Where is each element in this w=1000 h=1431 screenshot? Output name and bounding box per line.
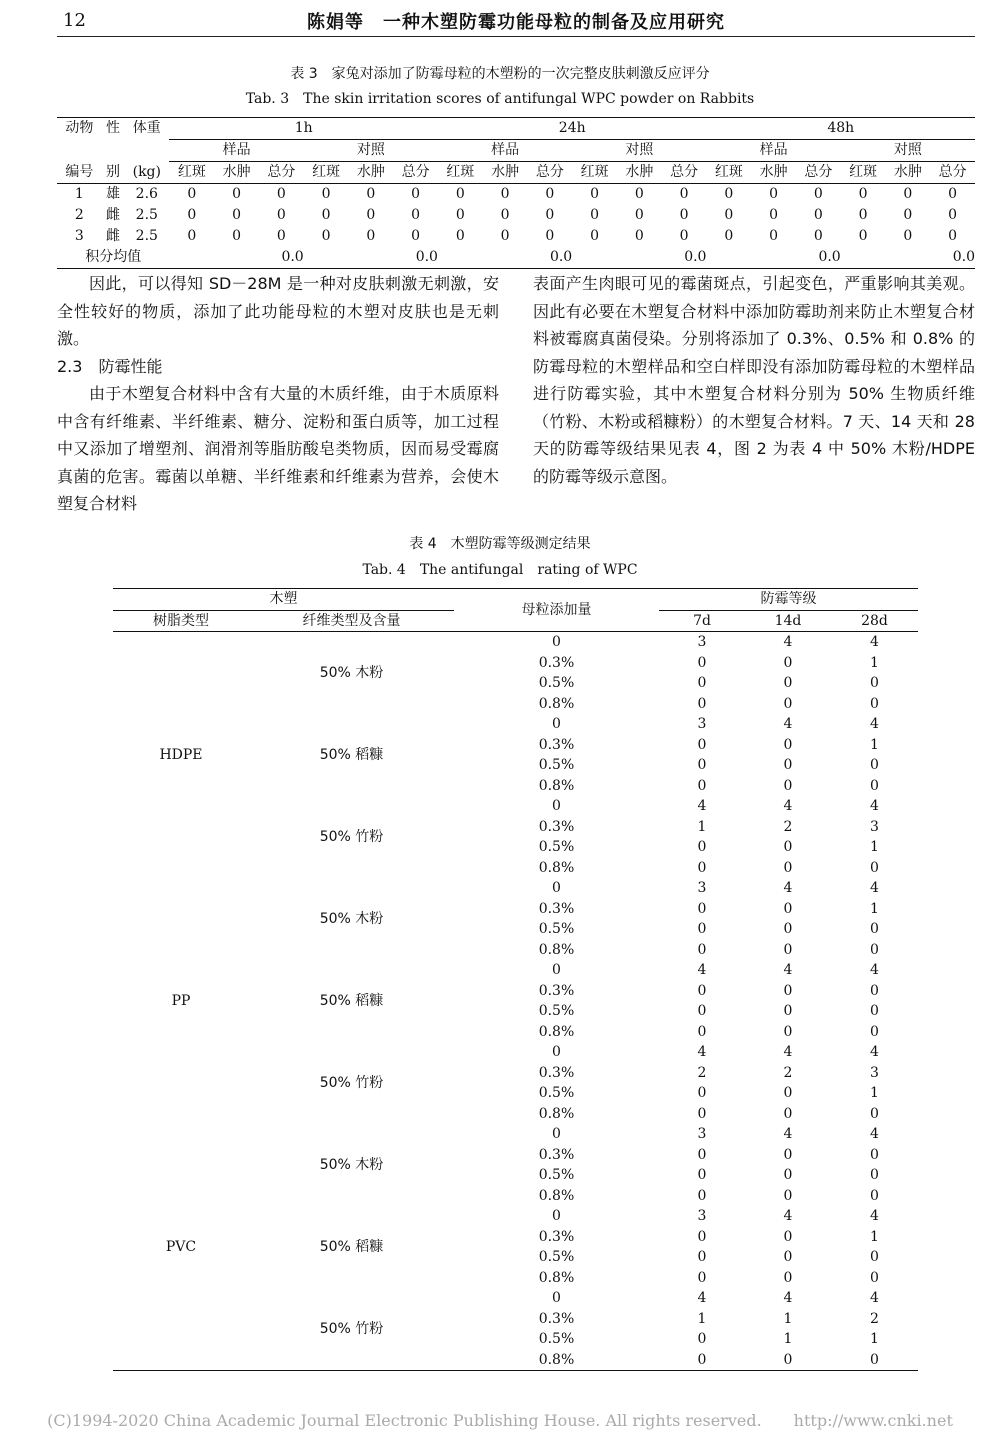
t4-grade: 0 — [870, 982, 879, 999]
t3-score: 0 — [187, 207, 197, 223]
t4-header-fiber: 纤维类型及含量 — [249, 610, 454, 632]
t4-grade: 3 — [870, 1064, 879, 1081]
t4-grade: 0 — [783, 941, 793, 958]
t4-grade: 4 — [870, 716, 879, 732]
t4-grade: 4 — [870, 1126, 879, 1142]
t4-grade: 1 — [870, 1085, 879, 1101]
t3-header-animal-no: 编号 — [57, 162, 102, 184]
t4-dose: 0.8% — [454, 1350, 659, 1371]
t4-grade: 0 — [870, 1003, 879, 1019]
t3-score: 0 — [500, 186, 510, 202]
t4-fiber: 50% 木粉 — [319, 664, 384, 681]
t4-grade: 0 — [870, 777, 879, 794]
t4-dose: 0.5% — [538, 1085, 575, 1101]
t3-score: 0 — [187, 186, 197, 202]
t3-header-sex: 性 — [102, 118, 124, 140]
t4-header-day: 7d — [659, 610, 745, 632]
t4-dose: 0 — [552, 798, 561, 814]
t4-grade: 0 — [697, 1269, 707, 1286]
t3-score: 0 — [724, 207, 734, 223]
t3-score: 0 — [634, 207, 644, 223]
t4-grade: 0 — [783, 654, 793, 671]
t4-header-day: 14d — [745, 610, 831, 632]
t4-grade: 0 — [697, 1003, 707, 1019]
t4-grade: 0 — [697, 941, 707, 958]
t4-data-row — [113, 632, 918, 653]
left-column — [57, 270, 499, 518]
t4-grade: 1 — [783, 1310, 793, 1327]
t3-score: 0 — [411, 207, 421, 223]
right-paragraph: 表面产生肉眼可见的霉菌斑点，引起变色，严重影响其美观。因此有必要在木塑复合材料中添加防霉助剂来防止木塑复合材料被霉腐真菌侵染。分别将添加了 0.3%、0.5% 和 0.8% 的防霉母粒的木塑样品和空白样即没有添加防霉母粒的木塑样品进行防霉实验，其中木塑复合材料分别为 50% 生物质纤维（竹粉、木粉或稻糠粉）的木塑复合材料。7 天、14 天和 28 天的防霉等级结果见表 4，图 2 为表 4 中 50% 木粉/HDPE 的防霉等级示意图。 — [533, 274, 975, 486]
t3-header-sub: 水肿 — [348, 162, 393, 184]
t4-grade: 0 — [783, 859, 793, 876]
t4-grade: 2 — [783, 1064, 793, 1081]
t3-header-sub: 水肿 — [885, 162, 930, 184]
t4-grade: 0 — [697, 1331, 707, 1347]
t3-header-sub: 红斑 — [438, 162, 483, 184]
table3-caption-cn: 表 3 家兔对添加了防霉母粒的木塑粉的一次完整皮肤刺激反应评分 — [290, 66, 710, 82]
t3-header-sub: 红斑 — [841, 162, 886, 184]
t3-score: 0 — [366, 228, 376, 244]
t4-resin: PP — [171, 992, 191, 1009]
t4-grade: 1 — [697, 1310, 707, 1327]
t4-dose: 0 — [552, 1126, 561, 1142]
t4-fiber: 50% 竹粉 — [319, 1074, 384, 1091]
t3-score: 0 — [679, 186, 689, 202]
t4-grade: 4 — [783, 962, 793, 978]
t4-grade: 1 — [870, 654, 879, 671]
t3-header-sub: 水肿 — [751, 162, 796, 184]
t4-grade: 0 — [783, 1249, 793, 1265]
left-paragraph-2: 由于木塑复合材料中含有大量的木质纤维，由于木质原料中含有纤维素、半纤维素、糖分、淀粉和蛋白质等，加工过程中又添加了增塑剂、润滑剂等脂肪酸皂类物质，因而易受霉腐真菌的危害。霉菌以单糖、半纤维素和纤维素为营养，会使木塑复合材料 — [57, 384, 499, 513]
t3-header-blank — [124, 140, 169, 162]
t3-header-group: 样品 — [438, 140, 572, 162]
t4-grade: 1 — [783, 1331, 793, 1347]
t4-grade: 0 — [870, 1023, 879, 1040]
page-number: 12 — [63, 10, 86, 31]
t4-dose: 0 — [552, 1290, 561, 1306]
t3-score: 0 — [634, 186, 644, 202]
t4-dose: 0 — [552, 962, 561, 978]
t4-dose: 0.3% — [538, 736, 575, 753]
t4-dose: 0 — [552, 1044, 561, 1060]
t4-grade: 4 — [870, 634, 879, 650]
t4-grade: 0 — [697, 1105, 707, 1122]
t4-dose: 0.8% — [538, 859, 575, 876]
t3-score: 0 — [500, 207, 510, 223]
t3-header-sub: 总分 — [259, 162, 304, 184]
t3-score: 0 — [321, 186, 331, 202]
t4-grade: 0 — [831, 1350, 918, 1371]
right-column — [533, 270, 975, 490]
t3-mean-row — [57, 247, 975, 269]
t4-grade: 0 — [870, 921, 879, 937]
t3-score: 0 — [276, 228, 286, 244]
t3-score: 0 — [366, 207, 376, 223]
t3-header-group: 对照 — [572, 140, 706, 162]
t3-header-animal: 动物 — [57, 118, 102, 140]
t3-score: 0 — [545, 186, 555, 202]
t3-score: 0 — [187, 228, 197, 244]
t3-score: 0 — [948, 207, 958, 223]
t4-grade: 0 — [870, 675, 879, 691]
t3-mean-value: 0.0 — [572, 247, 706, 269]
t4-dose: 0.8% — [538, 777, 575, 794]
t4-grade: 0 — [870, 859, 879, 876]
t3-header-sub: 总分 — [393, 162, 438, 184]
t3-score: 0 — [769, 228, 779, 244]
t4-grade: 4 — [697, 798, 707, 814]
t3-score: 0 — [813, 228, 823, 244]
t4-grade: 0 — [697, 1023, 707, 1040]
t4-grade: 0 — [783, 1146, 793, 1163]
t3-score: 0 — [545, 228, 555, 244]
t4-dose: 0.5% — [538, 921, 575, 937]
t3-score: 0 — [366, 186, 376, 202]
t4-fiber: 50% 稻糠 — [319, 992, 384, 1009]
t3-score: 0 — [276, 207, 286, 223]
t3-header-sub: 红斑 — [169, 162, 214, 184]
t4-grade: 4 — [783, 798, 793, 814]
t3-score: 0 — [903, 207, 913, 223]
t4-grade: 0 — [783, 900, 793, 917]
t4-grade: 0 — [697, 1167, 707, 1183]
t4-dose: 0.3% — [538, 818, 575, 835]
t3-score: 0 — [590, 228, 600, 244]
t4-dose: 0.5% — [538, 839, 575, 855]
t4-dose: 0.5% — [538, 1249, 575, 1265]
t3-score: 0 — [679, 228, 689, 244]
t4-grade: 1 — [870, 839, 879, 855]
t4-dose: 0.3% — [538, 1228, 575, 1245]
t4-dose: 0 — [552, 1208, 561, 1224]
t3-score: 0 — [455, 186, 465, 202]
left-paragraph-1: 因此，可以得知 SD－28M 是一种对皮肤刺激无刺激，安全性较好的物质，添加了此功能母粒的木塑对皮肤也是无刺激。 — [57, 274, 499, 348]
t4-grade: 0 — [783, 1228, 793, 1245]
t3-score: 0 — [769, 207, 779, 223]
t4-dose: 0 — [552, 880, 561, 896]
t3-score: 0 — [769, 186, 779, 202]
t4-grade: 0 — [783, 921, 793, 937]
t4-dose: 0.8% — [538, 1269, 575, 1286]
t4-dose: 0.3% — [538, 1310, 575, 1327]
t4-grade: 0 — [783, 1003, 793, 1019]
t4-grade: 0 — [870, 941, 879, 958]
t3-score: 0 — [276, 186, 286, 202]
t4-grade: 0 — [783, 675, 793, 691]
t3-header-row-2 — [57, 140, 975, 162]
t4-grade: 3 — [697, 716, 707, 732]
t3-header-weight: 体重 — [124, 118, 169, 140]
t3-header-row-3 — [57, 162, 975, 184]
t4-grade: 0 — [870, 757, 879, 773]
t3-header-sub: 总分 — [930, 162, 975, 184]
t3-header-blank — [57, 140, 102, 162]
t4-grade: 0 — [697, 921, 707, 937]
t4-grade: 0 — [697, 675, 707, 691]
t4-header-row-1 — [113, 589, 918, 611]
t4-grade: 4 — [697, 1044, 707, 1060]
t4-grade: 4 — [783, 880, 793, 896]
t3-header-group: 样品 — [169, 140, 303, 162]
t3-header-sub: 总分 — [796, 162, 841, 184]
t3-header-sub: 水肿 — [617, 162, 662, 184]
t3-data-row — [57, 205, 975, 226]
t4-dose: 0.5% — [538, 757, 575, 773]
t3-header-time: 24h — [438, 118, 707, 140]
t3-mean-value: 0.0 — [438, 247, 572, 269]
t3-score: 0 — [903, 228, 913, 244]
t3-score: 0 — [411, 228, 421, 244]
t3-score: 0 — [232, 228, 242, 244]
t4-grade: 4 — [783, 1208, 793, 1224]
t4-dose: 0.5% — [538, 1003, 575, 1019]
t4-dose: 0.8% — [538, 1023, 575, 1040]
t3-header-sub: 总分 — [527, 162, 572, 184]
t4-header-dose: 母粒添加量 — [454, 589, 659, 632]
t3-header-sub: 红斑 — [572, 162, 617, 184]
t4-grade: 3 — [697, 1208, 707, 1224]
table3-skin-irritation — [57, 117, 975, 269]
t3-weight: 2.5 — [135, 228, 158, 244]
t3-score: 0 — [590, 186, 600, 202]
t3-mean-value: 0.0 — [841, 247, 975, 269]
t4-grade: 0 — [783, 1167, 793, 1183]
t4-data-row — [113, 878, 918, 899]
t3-score: 0 — [590, 207, 600, 223]
t4-grade: 0 — [697, 695, 707, 712]
t3-score: 0 — [545, 207, 555, 223]
copyright-footer: (C)1994-2020 China Academic Journal Electronic Publishing House. All rights reserved. http://www.cnki.net — [47, 1411, 953, 1430]
t3-score: 0 — [411, 186, 421, 202]
t4-grade: 0 — [697, 900, 707, 917]
t3-score: 0 — [679, 207, 689, 223]
running-title: 陈娟等 一种木塑防霉功能母粒的制备及应用研究 — [307, 12, 725, 33]
t4-dose: 0 — [552, 716, 561, 732]
t3-header-sub: 水肿 — [214, 162, 259, 184]
table4-caption-cn: 表 4 木塑防霉等级测定结果 — [409, 536, 591, 552]
t4-grade: 3 — [697, 880, 707, 896]
t4-grade: 0 — [783, 1269, 793, 1286]
t4-grade: 2 — [697, 1064, 707, 1081]
t4-dose: 0.3% — [538, 1146, 575, 1163]
t4-dose: 0.8% — [538, 941, 575, 958]
t4-grade: 0 — [659, 1350, 745, 1371]
t3-header-group: 对照 — [304, 140, 438, 162]
t3-header-row-1 — [57, 118, 975, 140]
t3-mean-label: 积分均值 — [57, 247, 169, 269]
t3-header-sub: 红斑 — [304, 162, 349, 184]
t4-resin: HDPE — [159, 746, 203, 763]
t4-grade: 1 — [870, 900, 879, 917]
t3-header-group: 对照 — [841, 140, 975, 162]
t4-grade: 0 — [697, 736, 707, 753]
t4-fiber: 50% 稻糠 — [319, 1238, 384, 1255]
t4-grade: 1 — [697, 818, 707, 835]
t4-grade: 0 — [783, 757, 793, 773]
t4-dose: 0.5% — [538, 675, 575, 691]
t3-header-weight-unit: (kg) — [124, 162, 169, 184]
t4-dose: 0.8% — [538, 1187, 575, 1204]
t4-grade: 0 — [697, 859, 707, 876]
t4-grade: 0 — [697, 1187, 707, 1204]
t4-grade: 0 — [870, 1249, 879, 1265]
t4-grade: 2 — [783, 818, 793, 835]
table3-caption-en: Tab. 3 The skin irritation scores of antifungal WPC powder on Rabbits — [245, 91, 755, 107]
t4-dose: 0.5% — [538, 1167, 575, 1183]
t3-weight: 2.5 — [135, 207, 158, 223]
t4-grade: 4 — [870, 1208, 879, 1224]
t4-data-row — [113, 1124, 918, 1145]
t4-grade: 0 — [783, 736, 793, 753]
t3-header-time: 1h — [169, 118, 438, 140]
t4-grade: 1 — [870, 1331, 879, 1347]
t3-header-blank — [102, 140, 124, 162]
running-header — [57, 6, 975, 37]
t3-score: 0 — [634, 228, 644, 244]
t4-grade: 0 — [870, 1269, 879, 1286]
t4-grade: 3 — [697, 1126, 707, 1142]
t4-grade: 1 — [870, 1228, 879, 1245]
t4-grade: 0 — [783, 695, 793, 712]
table4-caption-en: Tab. 4 The antifungal rating of WPC — [362, 562, 638, 578]
t3-mean-value: 0.0 — [304, 247, 438, 269]
t4-grade: 4 — [697, 1290, 707, 1306]
t4-grade: 1 — [870, 736, 879, 753]
t3-score: 0 — [903, 186, 913, 202]
t3-mean-value: 0.0 — [169, 247, 303, 269]
t4-dose: 0.8% — [538, 1105, 575, 1122]
t4-dose: 0.3% — [538, 900, 575, 917]
t3-score: 0 — [948, 186, 958, 202]
t4-grade: 2 — [870, 1310, 879, 1327]
t4-grade: 0 — [783, 1105, 793, 1122]
t4-header-grade: 防霉等级 — [659, 589, 918, 611]
t3-score: 0 — [813, 186, 823, 202]
t4-grade: 0 — [697, 1085, 707, 1101]
t4-grade: 3 — [870, 818, 879, 835]
t3-sex: 雄 — [105, 186, 120, 202]
t4-grade: 0 — [697, 1146, 707, 1163]
t3-header-sub: 红斑 — [706, 162, 751, 184]
t4-grade: 0 — [697, 982, 707, 999]
t3-score: 0 — [724, 228, 734, 244]
t4-grade: 0 — [870, 1167, 879, 1183]
t4-header-resin: 树脂类型 — [113, 610, 249, 632]
t3-sex: 雌 — [105, 207, 120, 223]
t3-weight: 2.6 — [135, 186, 158, 202]
t3-animal-id: 2 — [74, 207, 84, 223]
t4-fiber: 50% 竹粉 — [319, 828, 384, 845]
t4-grade: 0 — [697, 839, 707, 855]
t4-resin: PVC — [113, 1124, 249, 1371]
t4-grade: 4 — [870, 962, 879, 978]
t4-grade: 4 — [783, 634, 793, 650]
t4-grade: 0 — [783, 1085, 793, 1101]
t3-score: 0 — [232, 186, 242, 202]
t4-grade: 0 — [783, 1023, 793, 1040]
t4-dose: 0.5% — [538, 1331, 575, 1347]
t3-score: 0 — [500, 228, 510, 244]
t3-data-row — [57, 184, 975, 206]
t3-header-sub: 水肿 — [483, 162, 528, 184]
t4-header-wpc: 木塑 — [113, 589, 454, 611]
t4-grade: 4 — [870, 1290, 879, 1306]
t4-grade: 0 — [697, 1228, 707, 1245]
table4-antifungal-rating — [113, 588, 918, 1371]
t4-grade: 4 — [783, 1044, 793, 1060]
t3-score: 0 — [948, 228, 958, 244]
t3-score: 0 — [232, 207, 242, 223]
t4-fiber: 50% 稻糠 — [319, 746, 384, 763]
t3-score: 0 — [321, 207, 331, 223]
t4-grade: 0 — [870, 695, 879, 712]
t3-score: 0 — [858, 186, 868, 202]
t3-score: 0 — [858, 207, 868, 223]
t4-grade: 0 — [697, 1249, 707, 1265]
t4-grade: 0 — [783, 1187, 793, 1204]
t4-grade: 0 — [870, 1105, 879, 1122]
t4-grade: 4 — [783, 1290, 793, 1306]
t3-sex: 雌 — [105, 228, 120, 244]
t4-dose: 0.3% — [538, 1064, 575, 1081]
t4-grade: 4 — [783, 1126, 793, 1142]
t3-score: 0 — [724, 186, 734, 202]
t4-grade: 0 — [783, 982, 793, 999]
t4-header-day: 28d — [831, 610, 918, 632]
t4-grade: 0 — [697, 757, 707, 773]
t3-header-sub: 总分 — [662, 162, 707, 184]
t3-header-time: 48h — [706, 118, 975, 140]
t3-score: 0 — [455, 207, 465, 223]
t4-grade: 3 — [697, 634, 707, 650]
t4-grade: 0 — [697, 777, 707, 794]
t3-score: 0 — [813, 207, 823, 223]
t4-grade: 0 — [745, 1350, 831, 1371]
t4-dose: 0.3% — [538, 654, 575, 671]
t3-data-row — [57, 226, 975, 247]
t3-animal-id: 3 — [74, 228, 84, 244]
t4-grade: 0 — [870, 1146, 879, 1163]
t4-fiber: 50% 竹粉 — [249, 1288, 454, 1371]
t4-dose: 0 — [552, 634, 561, 650]
t4-grade: 0 — [870, 1187, 879, 1204]
t3-header-sex-2: 别 — [102, 162, 124, 184]
t4-grade: 0 — [783, 839, 793, 855]
t3-score: 0 — [455, 228, 465, 244]
t3-score: 0 — [858, 228, 868, 244]
t3-header-group: 样品 — [706, 140, 840, 162]
t4-grade: 0 — [783, 777, 793, 794]
t4-grade: 0 — [697, 654, 707, 671]
t3-score: 0 — [321, 228, 331, 244]
t4-fiber: 50% 木粉 — [319, 910, 384, 927]
t4-dose: 0.3% — [538, 982, 575, 999]
t4-dose: 0.8% — [538, 695, 575, 712]
t4-grade: 4 — [870, 880, 879, 896]
t4-grade: 4 — [697, 962, 707, 978]
t4-grade: 4 — [870, 798, 879, 814]
t3-animal-id: 1 — [74, 186, 84, 202]
t4-grade: 4 — [870, 1044, 879, 1060]
t4-fiber: 50% 木粉 — [319, 1156, 384, 1173]
t4-grade: 4 — [783, 716, 793, 732]
t3-mean-value: 0.0 — [706, 247, 840, 269]
section-heading: 2.3 防霉性能 — [57, 356, 163, 376]
